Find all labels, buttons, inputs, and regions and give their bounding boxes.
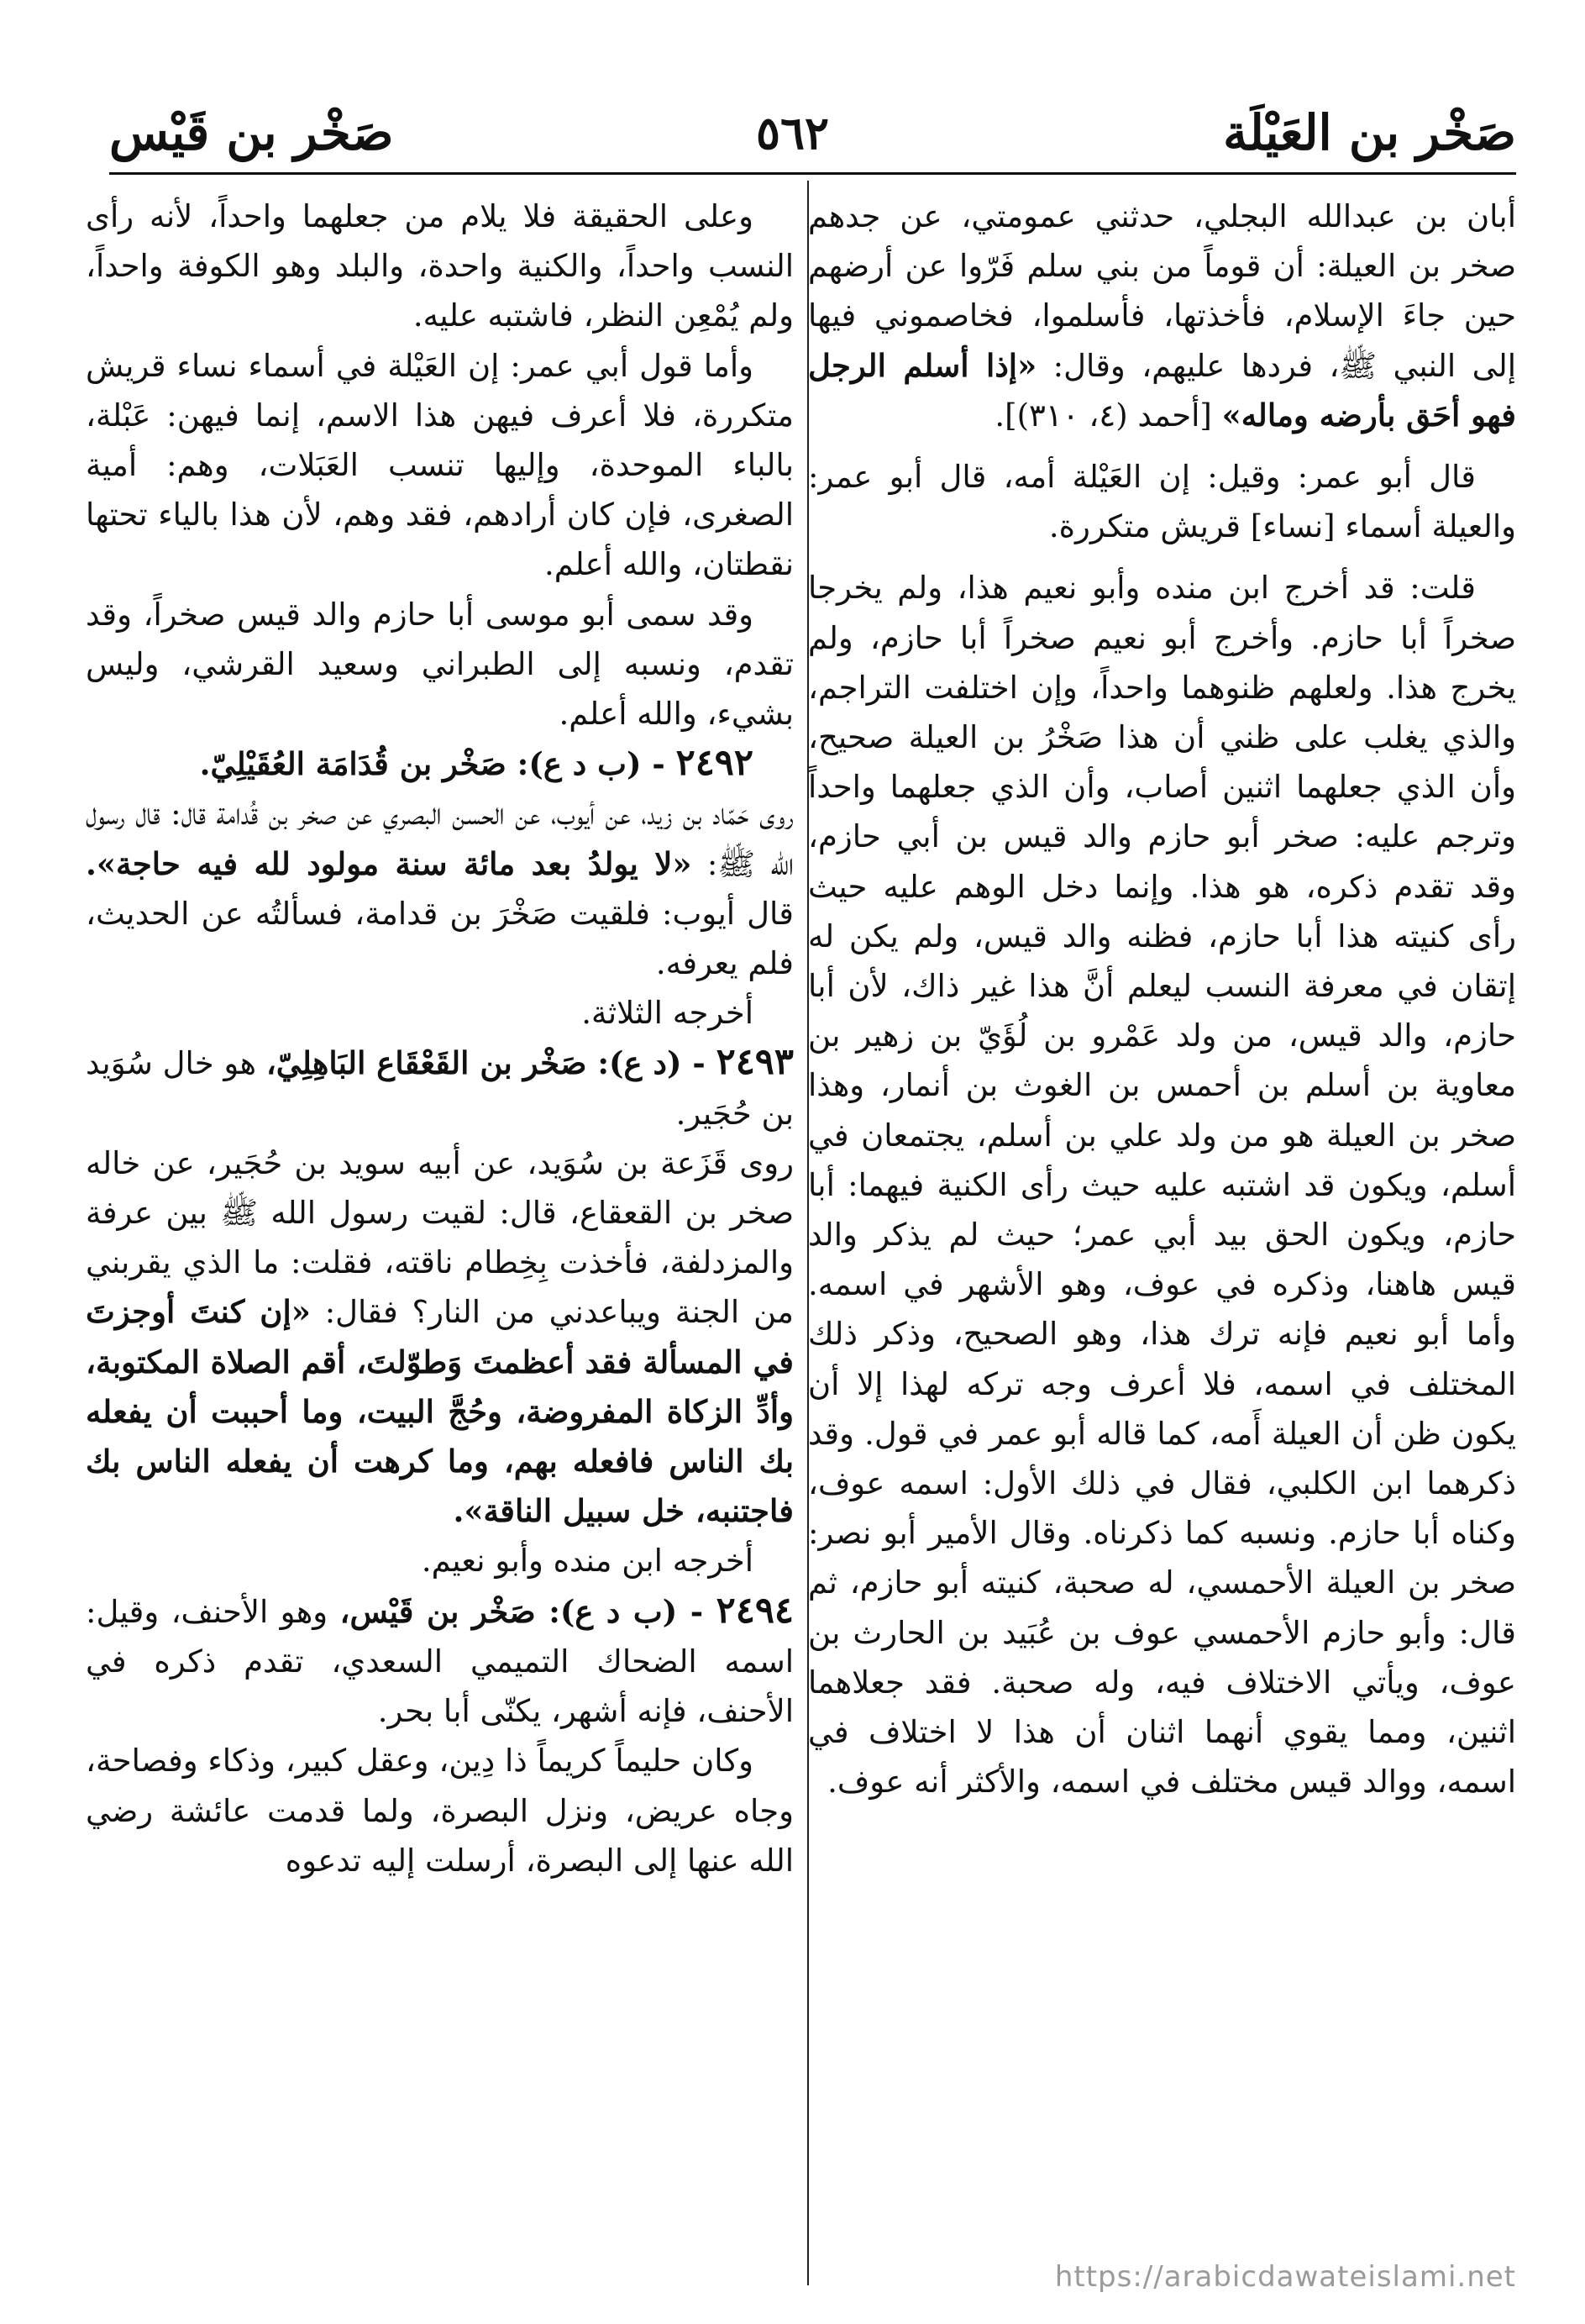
running-title-left: صَخْر بن قَيْس [109,104,394,161]
entry-number: ٢٤٩٢ [675,742,753,785]
hadith-text: «إن كنتَ أوجزتَ في المسألة فقد أعظمتَ وَطوّلتَ، أقم الصلاة المكتوبة، وأدِّ الزكاة المفروضة، وحُجَّ البيت، وما أحببت أن يفعله بك الناس فافعله بهم، وما كرهت أن يفعله الناس بك فاجتنبه، خل سبيل الناقة». [86,1293,794,1530]
entry-number: ٢٤٩٤ [716,1589,794,1632]
entry-name: صَخْر بن القَعْقَاع البَاهِلِيّ، [265,1044,587,1082]
watermark-url: https://arabicdawateislami.net [1054,2260,1516,2294]
entry-name: صَخْر بن قَيْس، [339,1592,536,1630]
left-column [86,192,794,2292]
paragraph: وقد سمى أبو موسى أبا حازم والد قيس صخراً، وقد تقدم، ونسبه إلى الطبراني وسعيد القرشي، وليس بشيء، والله أعلم. [86,596,794,733]
paragraph: وأما قول أبي عمر: إن العَيْلة في أسماء نساء قريش متكررة، فلا أعرف فيهن هذا الاسم، إنما فيهن: عَبْلة، بالباء الموحدة، وإليها تنسب العَبَلات، وهم: أمية الصغرى، فإن كان أرادهم، فقد وهم، لأن هذا بالياء تحتها نقطتان، والله أعلم. [86,347,794,583]
running-title-right: صَخْر بن العَيْلَة [1223,104,1516,161]
paragraph: قلت: قد أخرج ابن منده وأبو نعيم هذا، ولم يخرجا صخراً أبا حازم. وأخرج أبو نعيم صخراً أبا حازم، ولم يخرج هذا. ولعلهم ظنوهما واحداً، وإن اختلفت التراجم، والذي يغلب على ظني أن هذا صَخْرُ بن العيلة صحيح، وأن الذي جعلهما اثنين أصاب، وأن الذي جعلهما واحداً وترجم عليه: صخر أبو حازم والد قيس بن أبي حازم، وقد تقدم ذكره، هو هذا. وإنما دخل الوهم عليه حيث رأى كنيته هذا أبا حازم، فظنه والد قيس، ولم يكن له إتقان في معرفة النسب ليعلم أنَّ هذا غير ذاك، لأن أبا حازم، والد قيس، من ولد عَمْرو بن لُؤَيّ بن زهير بن معاوية بن أسلم بن أحمس بن الغوث بن أنمار، وهذا صخر بن العيلة هو من ولد علي بن أسلم، يجتمعان في أسلم، ويكون قد اشتبه عليه حيث رأى الكنية فيهما: أبا حازم، ويكون الحق بيد أبي عمر؛ حيث لم يذكر والد قيس هاهنا، وذكره في عوف، وهو الأشهر في اسمه. وأما أبو نعيم فإنه ترك هذا، وهو الصحيح، وذكر ذلك المختلف في اسمه، فلا أعرف وجه تركه لهذا إلا أن يكون ظن أن العيلة أَمه، كما قاله أبو عمر في قول. وقد ذكرهما ابن الكلبي، فقال في ذلك الأول: اسمه عوف، وكناه أبا حازم. ونسبه كما ذكرناه. وقال الأمير أبو نصر: صخر بن العيلة الأحمسي، له صحبة، كنيته أبو حازم، ثم قال: وأبو حازم الأحمسي عوف بن عُبَيد بن الحارث بن عوف، ويأتي الاختلاف فيه، وله صحبة. فقد جعلاهما اثنين، ومما يقوي أنهما اثنان أن هذا لا اختلاف في اسمه، ووالد قيس مختلف في اسمه، والأكثر أنه عوف. [808,570,1516,1801]
paragraph: وعلى الحقيقة فلا يلام من جعلهما واحداً، لأنه رأى النسب واحداً، والكنية واحدة، والبلد وهو الكوفة واحداً، ولم يُمْعِن النظر، فاشتبه عليه. [86,198,794,334]
paragraph: روى قَزَعة بن سُوَيد، عن أبيه سويد بن حُجَير، عن خاله صخر بن القعقاع، قال: لقيت رسول الله ﷺ بين عرفة والمزدلفة، فأخذت بِخِطام ناقته، فقلت: ما الذي يقربني من الجنة ويباعدني من النار؟ فقال: «إن كنتَ أوجزتَ في المسألة فقد أعظمتَ وَطوّلتَ، أقم الصلاة المكتوبة، وأدِّ الزكاة المفروضة، وحُجَّ البيت، وما أحببت أن يفعله بك الناس فافعله بهم، وما كرهت أن يفعله الناس بك فاجتنبه، خل سبيل الناقة». [86,1144,794,1530]
paragraph: قال أبو عمر: وقيل: إن العَيْلة أمه، قال أبو عمر: والعيلة أسماء [نساء] قريش متكررة. [808,459,1516,545]
paragraph: روى حَمّاد بن زيد، عن أيوب، عن الحسن البصري عن صخر بن قُدامة قال: قال رسول الله ﷺ: «لا يولدُ بعد مائة سنة مولود لله فيه حاجة». قال أيوب: فلقيت صَخْرَ بن قدامة، فسألتُه عن الحديث، فلم يعرفه. [86,796,794,982]
entry-sources: - (د ع): [597,1044,706,1082]
header-rule [109,172,1516,175]
page-number: ٥٦٢ [755,106,829,160]
hadith-text: «إذا أسلم الرجل فهو أحَق بأرضه وماله» [808,346,1516,434]
paragraph: أخرجه الثلاثة. [581,995,753,1032]
entry-heading [86,739,794,789]
paragraph: أخرجه ابن منده وأبو نعيم. [421,1543,753,1580]
entry-number: ٢٤٩٣ [716,1041,794,1084]
paragraph: وكان حليماً كريماً ذا دِين، وعقل كبير، وذكاء وفصاحة، وجاه عريض، ونزل البصرة، ولما قدمت عائشة رضي الله عنها إلى البصرة، أرسلت إليه تدعوه [86,1743,794,1879]
entry-sources: - (ب د ع): [517,745,665,783]
hadith-text: «لا يولدُ بعد مائة سنة مولود لله فيه حاجة». [86,844,692,882]
entry-heading: ٢٤٩٣ - (د ع): صَخْر بن القَعْقَاع البَاهِلِيّ، هو خال سُوَيد بن حُجَير. [86,1041,794,1132]
paragraph: أبان بن عبدالله البجلي، حدثني عمومتي، عن جدهم صخر بن العيلة: أن قوماً من بني سلم فَرّوا عن أرضهم حين جاءَ الإسلام، فأخذتها، فأسلموا، فخاصموني فيها إلى النبي ﷺ، فردها عليهم، وقال: «إذا أسلم الرجل فهو أحَق بأرضه وماله» [أحمد (٤، ٣١٠)]. [808,198,1516,434]
entry-heading: ٢٤٩٤ - (ب د ع): صَخْر بن قَيْس، وهو الأحنف، وقيل: اسمه الضحاك التميمي السعدي، تقدم ذكره في الأحنف، فإنه أشهر، يكنّى أبا بحر. [86,1589,794,1730]
entry-name: صَخْر بن قُدَامَة العُقَيْلِيّ. [199,745,506,783]
right-column [808,192,1516,2292]
entry-sources: - (ب د ع): [548,1592,704,1630]
